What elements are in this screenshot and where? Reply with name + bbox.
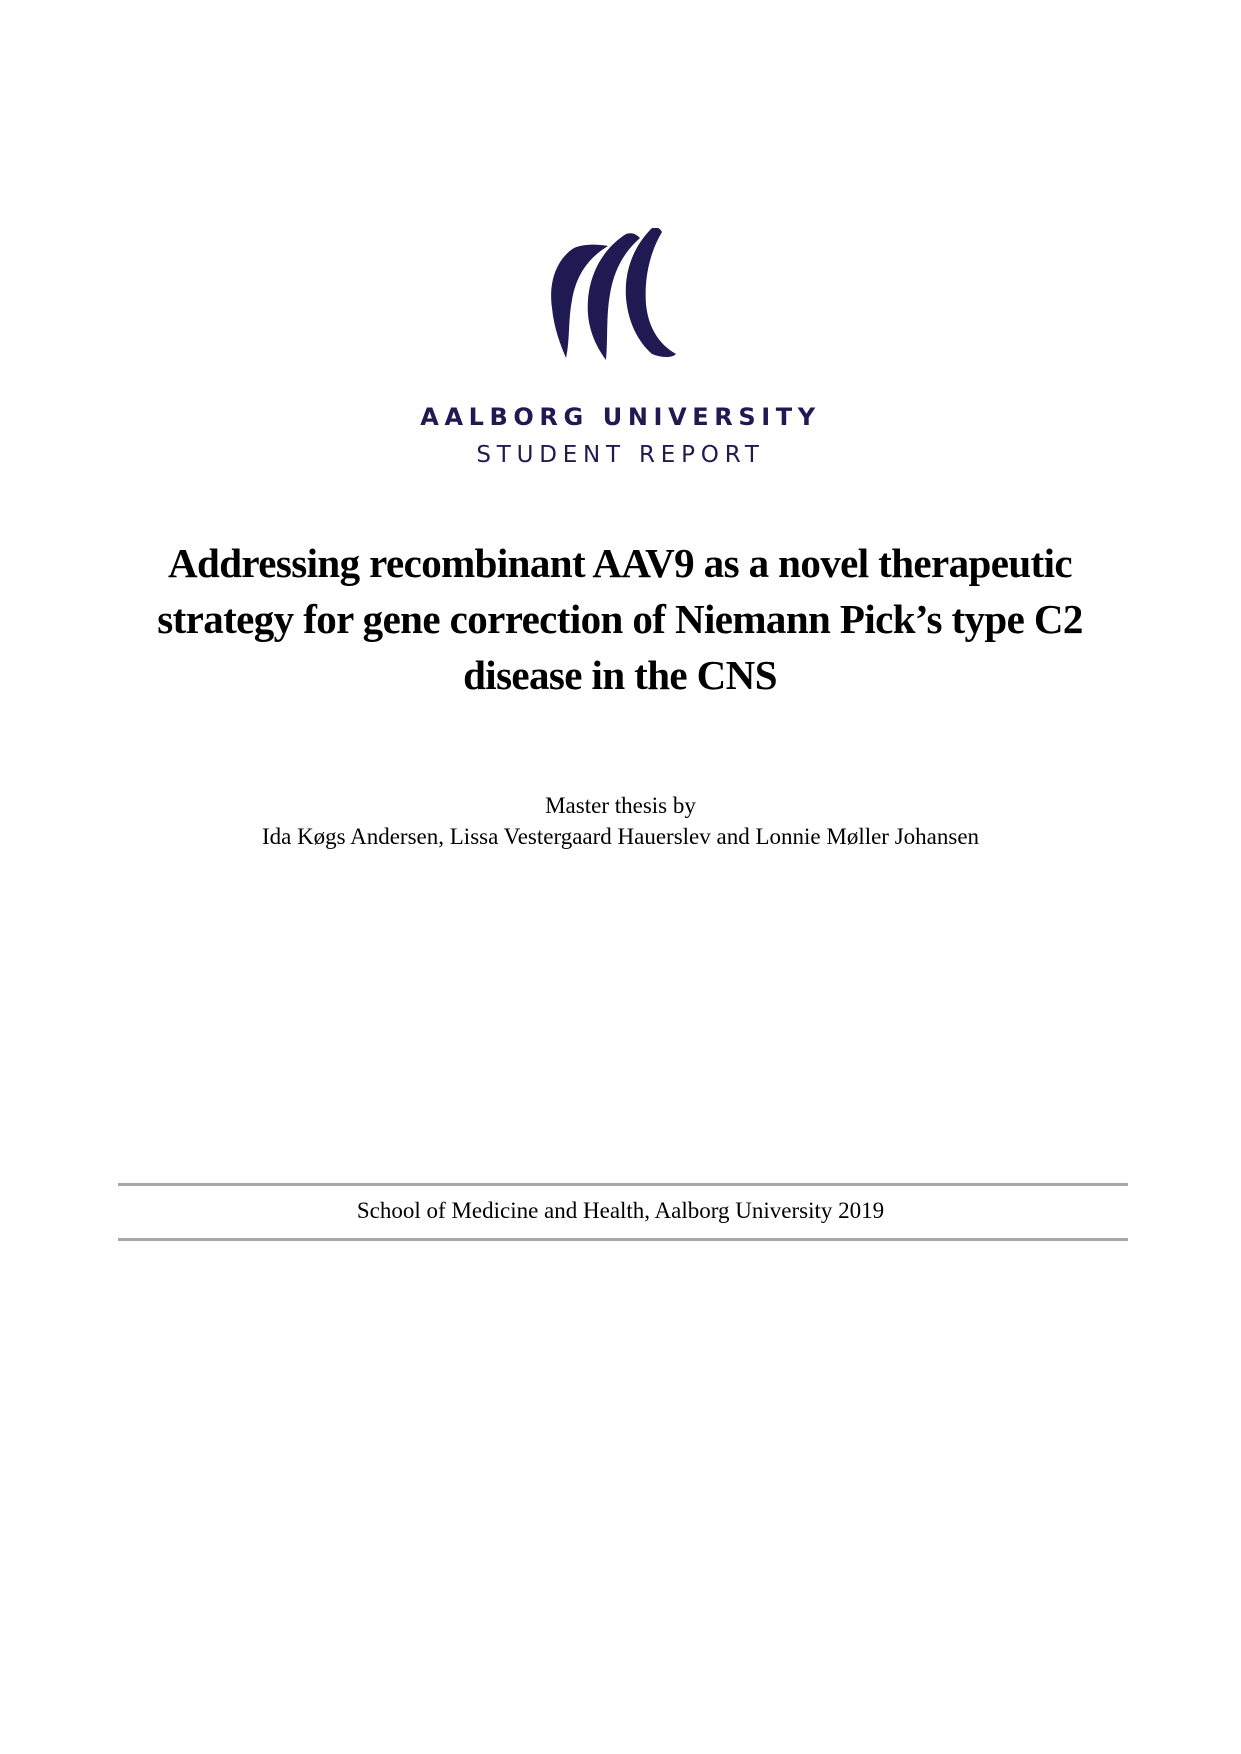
author-list: Ida Køgs Andersen, Lissa Vestergaard Hauerslev and Lonnie Møller Johansen xyxy=(261,824,980,849)
aalborg-university-logo-icon xyxy=(548,228,678,362)
byline-label: Master thesis by xyxy=(545,793,696,818)
footer-divider-top xyxy=(118,1183,1128,1186)
university-name: AALBORG UNIVERSITY xyxy=(420,403,821,431)
report-type-label: STUDENT REPORT xyxy=(476,442,765,468)
thesis-title: Addressing recombinant AAV9 as a novel therapeutic strategy for gene correction of Niemann Pick’s type C2 disease in the CNS xyxy=(157,540,1083,698)
footer-divider-bottom xyxy=(118,1238,1128,1241)
institution-line: School of Medicine and Health, Aalborg University 2019 xyxy=(356,1198,885,1223)
